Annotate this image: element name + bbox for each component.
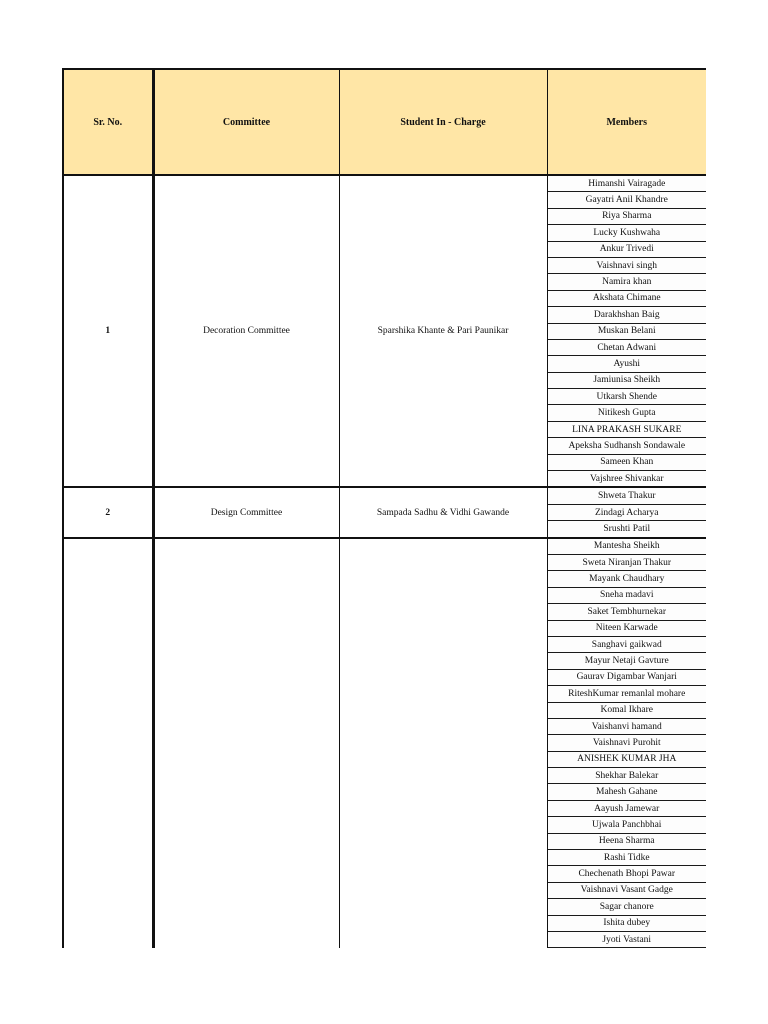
- table-row: [63, 538, 706, 555]
- sr-no-cell: 2: [63, 487, 153, 537]
- member-cell: Ayushi: [547, 356, 706, 372]
- student-in-charge-cell: Sparshika Khante & Pari Paunikar: [339, 175, 547, 487]
- member-cell: Ujwala Panchbhai: [547, 817, 706, 833]
- member-cell: Muskan Belani: [547, 323, 706, 339]
- member-cell: Jamiunisa Sheikh: [547, 372, 706, 388]
- header-row: [63, 69, 706, 175]
- member-cell: Vajshree Shivankar: [547, 471, 706, 488]
- table-body: [63, 175, 706, 948]
- member-cell: ANISHEK KUMAR JHA: [547, 751, 706, 767]
- member-cell: Saket Tembhurnekar: [547, 604, 706, 620]
- committee-name-cell: [153, 538, 339, 948]
- member-cell: Vaishanvi hamand: [547, 718, 706, 734]
- committee-name-cell: Design Committee: [153, 487, 339, 537]
- sr-no-cell: 1: [63, 175, 153, 487]
- member-cell: Ishita dubey: [547, 915, 706, 931]
- student-in-charge-cell: Sampada Sadhu & Vidhi Gawande: [339, 487, 547, 537]
- member-cell: Jyoti Vastani: [547, 931, 706, 947]
- member-cell: Sweta Niranjan Thakur: [547, 554, 706, 570]
- member-cell: Sagar chanore: [547, 899, 706, 915]
- sr-no-cell: [63, 538, 153, 948]
- member-cell: Sanghavi gaikwad: [547, 636, 706, 652]
- member-cell: Namira khan: [547, 274, 706, 290]
- member-cell: Rashi Tidke: [547, 850, 706, 866]
- member-cell: Mayank Chaudhary: [547, 571, 706, 587]
- header-student-in-charge: Student In - Charge: [339, 69, 547, 175]
- member-cell: Riya Sharma: [547, 208, 706, 224]
- member-cell: Srushti Patil: [547, 521, 706, 538]
- member-cell: Zindagi Acharya: [547, 504, 706, 520]
- member-cell: Lucky Kushwaha: [547, 225, 706, 241]
- member-cell: Chechenath Bhopi Pawar: [547, 866, 706, 882]
- spreadsheet-page: [62, 68, 706, 952]
- member-cell: Mantesha Sheikh: [547, 538, 706, 555]
- table-row: [63, 175, 706, 192]
- member-cell: Himanshi Vairagade: [547, 175, 706, 192]
- member-cell: Utkarsh Shende: [547, 389, 706, 405]
- committee-table: [62, 68, 706, 948]
- member-cell: Apeksha Sudhansh Sondawale: [547, 438, 706, 454]
- header-sr-no: Sr. No.: [63, 69, 153, 175]
- member-cell: Gaurav Digambar Wanjari: [547, 669, 706, 685]
- member-cell: Vaishnavi singh: [547, 257, 706, 273]
- member-cell: Gayatri Anil Khandre: [547, 192, 706, 208]
- member-cell: Chetan Adwani: [547, 339, 706, 355]
- member-cell: Sneha madavi: [547, 587, 706, 603]
- member-cell: Aayush Jamewar: [547, 800, 706, 816]
- member-cell: Nitikesh Gupta: [547, 405, 706, 421]
- member-cell: Shweta Thakur: [547, 487, 706, 504]
- member-cell: Ankur Trivedi: [547, 241, 706, 257]
- member-cell: Sameen Khan: [547, 454, 706, 470]
- member-cell: Vaishnavi Purohit: [547, 735, 706, 751]
- header-committee: Committee: [153, 69, 339, 175]
- member-cell: Vaishnavi Vasant Gadge: [547, 882, 706, 898]
- committee-name-cell: Decoration Committee: [153, 175, 339, 487]
- student-in-charge-cell: [339, 538, 547, 948]
- member-cell: Shekhar Balekar: [547, 768, 706, 784]
- member-cell: Akshata Chimane: [547, 290, 706, 306]
- member-cell: RiteshKumar remanlal mohare: [547, 686, 706, 702]
- member-cell: Mahesh Gahane: [547, 784, 706, 800]
- member-cell: Darakhshan Baig: [547, 307, 706, 323]
- member-cell: Niteen Karwade: [547, 620, 706, 636]
- member-cell: LINA PRAKASH SUKARE: [547, 421, 706, 437]
- member-cell: Heena Sharma: [547, 833, 706, 849]
- header-members: Members: [547, 69, 706, 175]
- member-cell: Mayur Netaji Gavture: [547, 653, 706, 669]
- member-cell: Komal Ikhare: [547, 702, 706, 718]
- table-row: [63, 487, 706, 504]
